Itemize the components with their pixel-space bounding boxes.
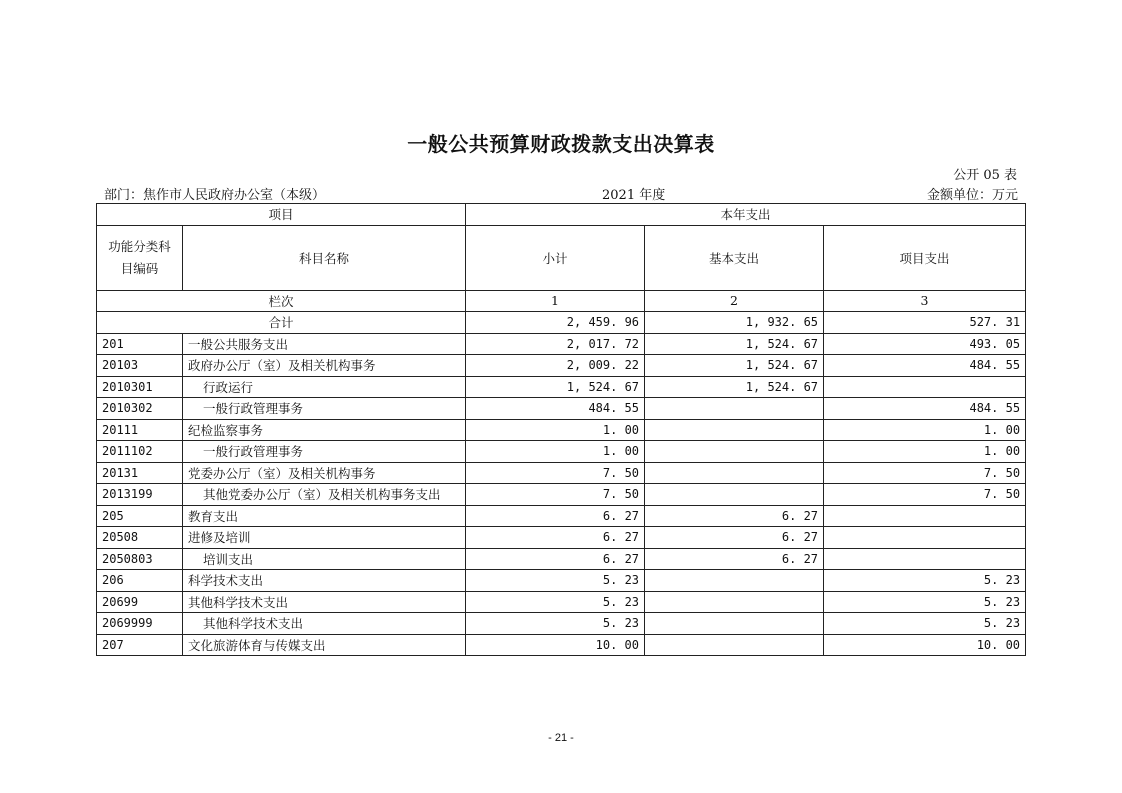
row-project [824,527,1026,549]
row-subtotal: 6. 27 [466,527,645,549]
row-basic [645,398,824,420]
header-row-2 [97,225,1026,290]
row-name: 一般行政管理事务 [183,398,466,420]
header-row-1 [97,204,1026,226]
column-number-1: 1 [466,290,645,312]
table-row [97,591,1026,613]
row-subtotal: 1. 00 [466,441,645,463]
row-name: 行政运行 [183,376,466,398]
row-project: 5. 23 [824,570,1026,592]
table-row [97,527,1026,549]
row-subtotal: 7. 50 [466,484,645,506]
row-basic: 1, 524. 67 [645,355,824,377]
row-name: 一般行政管理事务 [183,441,466,463]
row-code: 205 [97,505,183,527]
row-code: 2013199 [97,484,183,506]
row-subtotal: 2, 009. 22 [466,355,645,377]
table-row [97,462,1026,484]
row-subtotal: 5. 23 [466,591,645,613]
row-code: 20699 [97,591,183,613]
report-meta [104,184,1018,202]
row-project: 10. 00 [824,634,1026,656]
row-name: 文化旅游体育与传媒支出 [183,634,466,656]
row-project [824,505,1026,527]
fiscal-year: 2021 年度 [602,188,666,203]
row-basic: 6. 27 [645,505,824,527]
row-basic [645,634,824,656]
row-name: 政府办公厅（室）及相关机构事务 [183,355,466,377]
row-basic: 6. 27 [645,548,824,570]
row-code: 20103 [97,355,183,377]
row-name: 党委办公厅（室）及相关机构事务 [183,462,466,484]
row-code: 207 [97,634,183,656]
row-name: 其他科学技术支出 [183,591,466,613]
header-basic: 基本支出 [645,225,824,290]
table-row [97,419,1026,441]
table-row [97,613,1026,635]
row-code: 20131 [97,462,183,484]
row-basic [645,570,824,592]
column-number-3: 3 [824,290,1026,312]
column-number-2: 2 [645,290,824,312]
row-code: 201 [97,333,183,355]
total-project: 527. 31 [824,312,1026,334]
row-code: 20508 [97,527,183,549]
total-row [97,312,1026,334]
table-row [97,634,1026,656]
row-subtotal: 10. 00 [466,634,645,656]
row-project [824,548,1026,570]
row-name: 进修及培训 [183,527,466,549]
row-project: 484. 55 [824,355,1026,377]
department-label: 部门：焦作市人民政府办公室（本级） [104,188,326,203]
header-code: 功能分类科目编码 [97,225,183,290]
amount-unit: 金额单位：万元 [926,188,1018,203]
row-subtotal: 5. 23 [466,613,645,635]
row-project: 5. 23 [824,613,1026,635]
row-project: 1. 00 [824,441,1026,463]
table-row [97,376,1026,398]
report-title: 一般公共预算财政拨款支出决算表 [407,132,715,156]
row-project [824,376,1026,398]
row-subtotal: 6. 27 [466,505,645,527]
row-basic [645,462,824,484]
table-row [97,484,1026,506]
row-name: 一般公共服务支出 [183,333,466,355]
row-project: 484. 55 [824,398,1026,420]
row-code: 20111 [97,419,183,441]
expenditure-table [96,203,1026,656]
row-subtotal: 6. 27 [466,548,645,570]
header-current-year: 本年支出 [466,204,1026,226]
row-project: 5. 23 [824,591,1026,613]
table-row [97,355,1026,377]
row-code: 2050803 [97,548,183,570]
row-basic [645,591,824,613]
row-name: 其他科学技术支出 [183,613,466,635]
table-row [97,333,1026,355]
row-basic [645,484,824,506]
table-row [97,398,1026,420]
row-subtotal: 5. 23 [466,570,645,592]
row-subtotal: 2, 017. 72 [466,333,645,355]
total-label: 合计 [97,312,466,334]
column-number-row [97,290,1026,312]
row-name: 纪检监察事务 [183,419,466,441]
row-basic [645,441,824,463]
table-row [97,570,1026,592]
row-name: 培训支出 [183,548,466,570]
row-basic [645,419,824,441]
row-subtotal: 7. 50 [466,462,645,484]
row-subtotal: 1. 00 [466,419,645,441]
row-project: 7. 50 [824,462,1026,484]
header-project: 项目支出 [824,225,1026,290]
row-project: 493. 05 [824,333,1026,355]
row-basic: 1, 524. 67 [645,333,824,355]
table-row [97,441,1026,463]
total-subtotal: 2, 459. 96 [466,312,645,334]
total-basic: 1, 932. 65 [645,312,824,334]
page-number: - 21 - [548,732,574,744]
row-basic [645,613,824,635]
row-project: 7. 50 [824,484,1026,506]
row-subtotal: 1, 524. 67 [466,376,645,398]
row-code: 2010302 [97,398,183,420]
header-subtotal: 小计 [466,225,645,290]
row-name: 教育支出 [183,505,466,527]
header-name: 科目名称 [183,225,466,290]
row-name: 科学技术支出 [183,570,466,592]
header-item: 项目 [97,204,466,226]
row-code: 2010301 [97,376,183,398]
table-row [97,505,1026,527]
row-code: 206 [97,570,183,592]
row-basic: 6. 27 [645,527,824,549]
row-project: 1. 00 [824,419,1026,441]
row-name: 其他党委办公厅（室）及相关机构事务支出 [183,484,466,506]
row-code: 2069999 [97,613,183,635]
row-basic: 1, 524. 67 [645,376,824,398]
row-subtotal: 484. 55 [466,398,645,420]
column-number-label: 栏次 [97,290,466,312]
form-number: 公开 05 表 [953,168,1017,183]
row-code: 2011102 [97,441,183,463]
table-row [97,548,1026,570]
